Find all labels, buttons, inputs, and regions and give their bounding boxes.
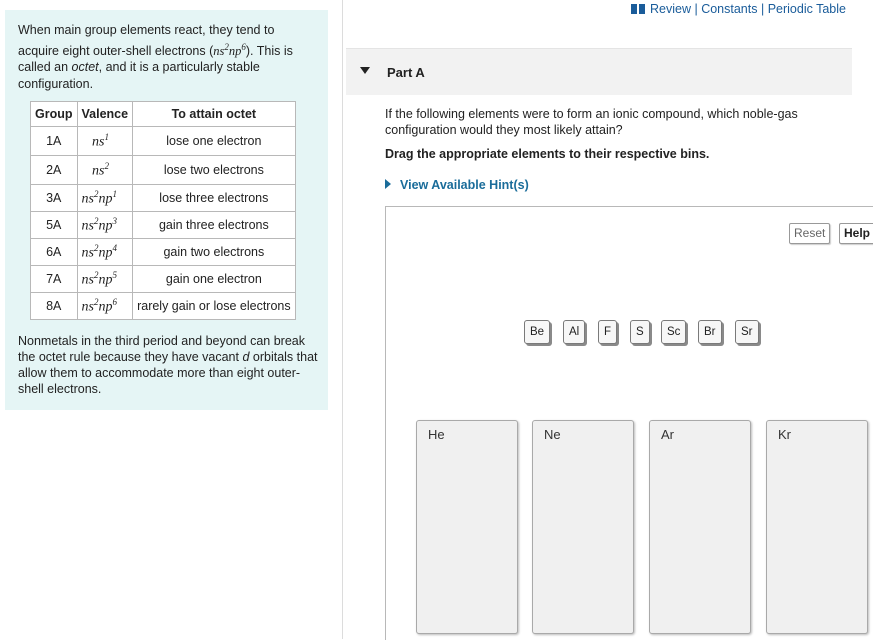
- bin-label: Kr: [778, 427, 791, 442]
- intro-paragraph: [18, 22, 318, 92]
- hint-link[interactable]: [385, 178, 529, 192]
- part-header[interactable]: [346, 48, 852, 95]
- bin-kr[interactable]: [766, 420, 868, 634]
- element-chip-s[interactable]: S: [630, 320, 650, 344]
- group-cell: 5A: [31, 212, 78, 239]
- column-header-octet: To attain octet: [133, 102, 296, 127]
- panel-divider: [342, 0, 343, 639]
- element-chip-br[interactable]: Br: [698, 320, 722, 344]
- link-separator: |: [757, 2, 768, 16]
- table-row: [31, 266, 296, 293]
- table-row: [31, 212, 296, 239]
- bin-he[interactable]: [416, 420, 518, 634]
- column-header-valence: Valence: [77, 102, 133, 127]
- instruction-text: Drag the appropriate elements to their respective bins.: [385, 147, 710, 161]
- octet-term: octet: [71, 60, 99, 75]
- top-links: [631, 2, 846, 16]
- valence-cell: $ns^2np^6$: [77, 293, 133, 320]
- intro-text: When main group elements react, they tend to acquire eight outer-shell electrons (: [18, 23, 275, 58]
- element-chip-sc[interactable]: Sc: [661, 320, 686, 344]
- element-chip-sr[interactable]: Sr: [735, 320, 759, 344]
- bin-ar[interactable]: [649, 420, 751, 634]
- caret-down-icon[interactable]: [360, 67, 370, 74]
- element-chip-f[interactable]: F: [598, 320, 617, 344]
- table-row: [31, 156, 296, 185]
- info-panel: [5, 10, 328, 410]
- caret-right-icon: [385, 179, 391, 189]
- help-button[interactable]: Help: [839, 223, 873, 244]
- action-cell: gain two electrons: [133, 239, 296, 266]
- group-cell: 7A: [31, 266, 78, 293]
- valence-cell: $ns^2np^4$: [77, 239, 133, 266]
- group-cell: 1A: [31, 127, 78, 156]
- action-cell: rarely gain or lose electrons: [133, 293, 296, 320]
- action-cell: lose three electrons: [133, 185, 296, 212]
- valence-cell: $ns^2$: [77, 156, 133, 185]
- group-cell: 6A: [31, 239, 78, 266]
- intro-text: ). This is called an: [18, 43, 293, 75]
- link-separator: |: [691, 2, 702, 16]
- review-link[interactable]: Review: [650, 2, 691, 16]
- element-chip-be[interactable]: Be: [524, 320, 550, 344]
- octet-formula: $ns^2np^6$: [213, 41, 246, 58]
- note-text: Nonmetals in the third period and beyond can break the octet rule because they have vacant: [18, 334, 305, 364]
- periodic-table-link[interactable]: Periodic Table: [767, 2, 846, 16]
- table-row: [31, 239, 296, 266]
- table-row: [31, 185, 296, 212]
- action-cell: gain one electron: [133, 266, 296, 293]
- valence-cell: $ns^2np^5$: [77, 266, 133, 293]
- question-text: If the following elements were to form an ionic compound, which noble-gas configuration would they most likely attain?: [385, 107, 798, 137]
- d-orbital-term: d: [242, 350, 250, 364]
- table-row: [31, 127, 296, 156]
- book-icon: [631, 4, 645, 14]
- table-header-row: [31, 102, 296, 127]
- reset-button[interactable]: Reset: [789, 223, 830, 244]
- element-chip-al[interactable]: Al: [563, 320, 585, 344]
- group-cell: 3A: [31, 185, 78, 212]
- valence-cell: $ns^2np^1$: [77, 185, 133, 212]
- group-cell: 8A: [31, 293, 78, 320]
- constants-link[interactable]: Constants: [701, 2, 758, 16]
- bin-label: Ne: [544, 427, 561, 442]
- valence-cell: $ns^2np^3$: [77, 212, 133, 239]
- column-header-group: Group: [31, 102, 78, 127]
- action-cell: gain three electrons: [133, 212, 296, 239]
- hint-link-label: View Available Hint(s): [400, 178, 529, 192]
- action-cell: lose one electron: [133, 127, 296, 156]
- bin-label: He: [428, 427, 445, 442]
- bin-label: Ar: [661, 427, 674, 442]
- octet-table: [30, 101, 296, 320]
- intro-text: , and it is a particularly stable configuration.: [18, 60, 260, 91]
- valence-cell: $ns^1$: [77, 127, 133, 156]
- note-text: orbitals that allow them to accommodate more than eight outer-shell electrons.: [18, 350, 318, 396]
- group-cell: 2A: [31, 156, 78, 185]
- action-cell: lose two electrons: [133, 156, 296, 185]
- part-title: Part A: [387, 65, 425, 80]
- bin-ne[interactable]: [532, 420, 634, 634]
- note-paragraph: [18, 333, 320, 397]
- table-row: [31, 293, 296, 320]
